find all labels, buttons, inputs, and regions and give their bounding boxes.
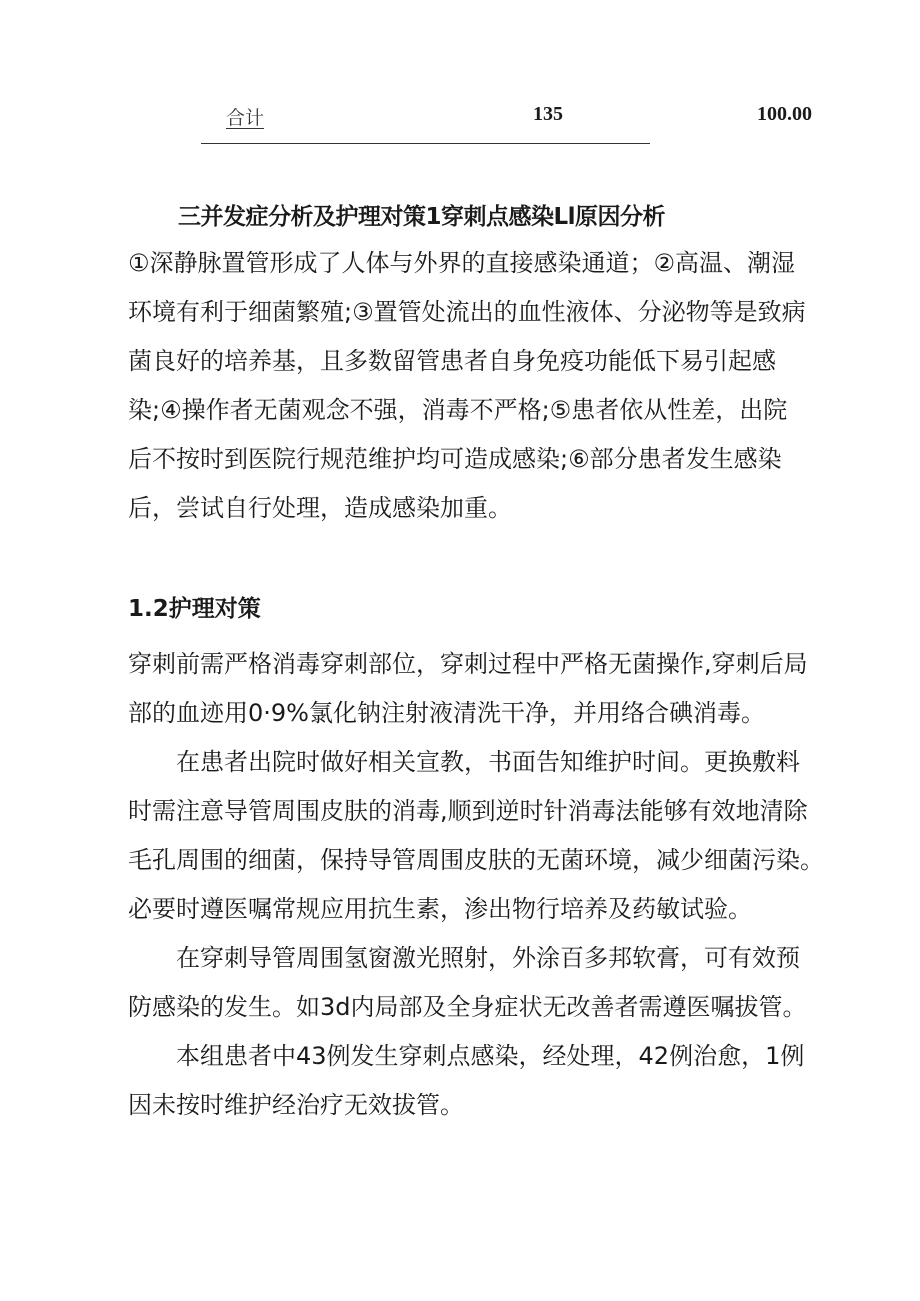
paragraph-line: 因未按时维护经治疗无效拔管。 (128, 1091, 464, 1119)
paragraph-line: ①深静脉置管形成了人体与外界的直接感染通道；②高温、潮湿 (128, 249, 796, 277)
paragraph-line: 部的血迹用0·9%氯化钠注射液清洗干净，并用络合碘消毒。 (128, 699, 765, 727)
paragraph-line: 在穿刺导管周围氢窗激光照射，外涂百多邦软膏，可有效预 (176, 944, 800, 972)
paragraph-line: 必要时遵医嘱常规应用抗生素，渗出物行培养及药敏试验。 (128, 895, 752, 923)
sub-heading: 1.2护理对策 (128, 596, 261, 622)
paragraph-line: 在患者出院时做好相关宣教，书面告知维护时间。更换敷料 (176, 748, 800, 776)
paragraph-line: 环境有利于细菌繁殖;③置管处流出的血性液体、分泌物等是致病 (128, 298, 806, 326)
total-percent: 100.00 (757, 103, 812, 125)
nursing-measures-section (128, 640, 824, 1130)
table-bottom-rule (201, 143, 650, 144)
total-label: 合计 (226, 107, 265, 129)
table-total-row (0, 103, 920, 133)
paragraph-line: 后不按时到医院行规范维护均可造成感染;⑥部分患者发生感染 (128, 445, 782, 473)
section-heading: 三并发症分析及护理对策1穿刺点感染Ll原因分析 (178, 204, 666, 230)
total-count: 135 (533, 103, 563, 125)
paragraph-line: 染;④操作者无菌观念不强，消毒不严格;⑤患者依从性差，出院 (128, 396, 788, 424)
paragraph-line: 后，尝试自行处理，造成感染加重。 (128, 494, 512, 522)
paragraph-line: 时需注意导管周围皮肤的消毒,顺到逆时针消毒法能够有效地清除 (128, 797, 808, 825)
paragraph-line: 本组患者中43例发生穿刺点感染，经处理，42例治愈，1例 (176, 1042, 805, 1070)
paragraph-line: 毛孔周围的细菌，保持导管周围皮肤的无菌环境，减少细菌污染。 (128, 846, 824, 874)
paragraph-line: 菌良好的培养基，且多数留管患者自身免疫功能低下易引起感 (128, 347, 776, 375)
cause-analysis-paragraph (128, 239, 806, 533)
paragraph-line: 防感染的发生。如3d内局部及全身症状无改善者需遵医嘱拔管。 (128, 993, 807, 1021)
paragraph-line: 穿刺前需严格消毒穿刺部位，穿刺过程中严格无菌操作,穿刺后局 (128, 650, 808, 678)
